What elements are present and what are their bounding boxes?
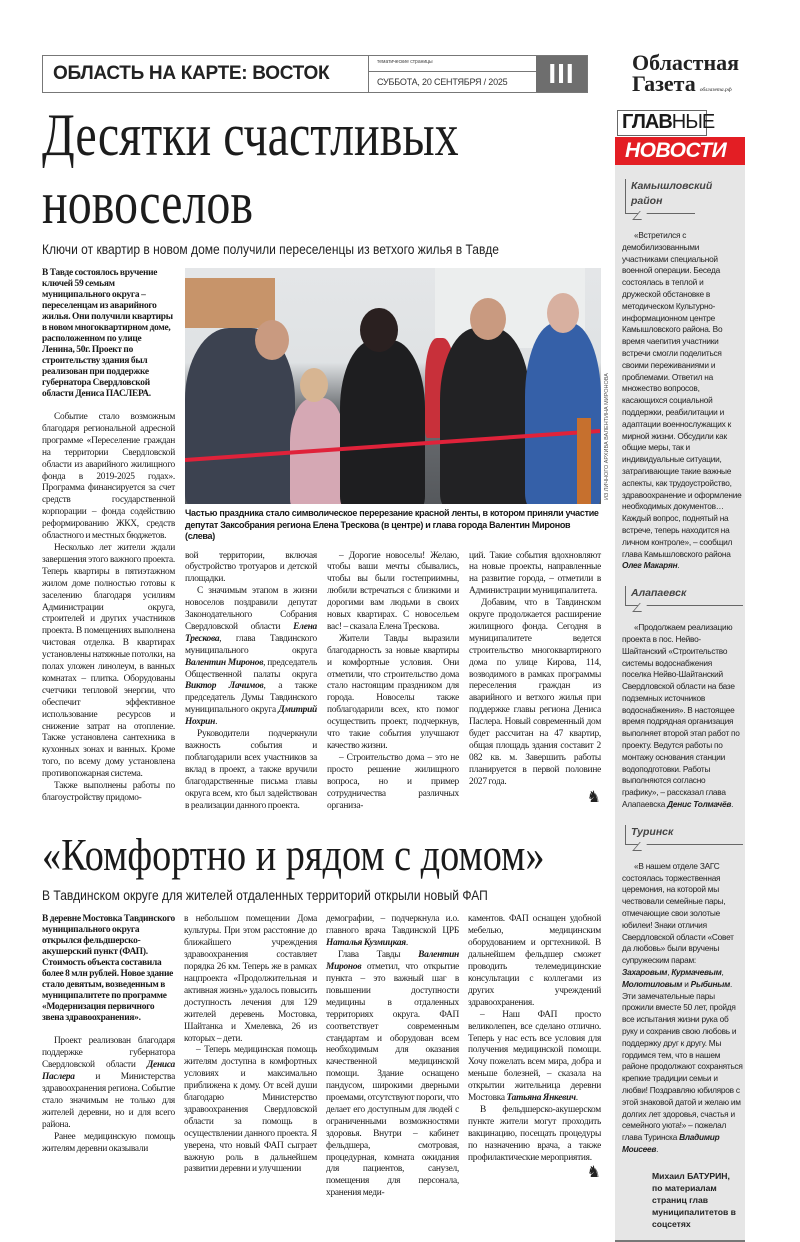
person-name: Захаровым [622, 967, 668, 978]
photo-building [185, 278, 275, 328]
photo-person-head [255, 320, 289, 360]
paragraph: – Строительство дома – это не просто решение жилищного вопроса, но и пример сотрудничества различных организа- [327, 752, 459, 811]
person-name: Наталья Кузмицкая [326, 938, 406, 949]
paragraph: «Встретился с демобилизованными участниками специальной военной операции. Беседа состоялась в теплой и дружеской обстановке в методическом Культурно-информационном центре Камышловского района. Во время чаепития участники встречи смогли поделиться своими переживаниями и проблемами. Ответил на множество вопросов, касающихся социальной поддержки, реабилитации и адаптации военнослужащих к мирной жизни. Обсудили как общие меры, так и индивидуальные ситуации, затрагивающие такие важные аспекты, как трудоустройство, здравоохранение и оформление необходимых документов… Каждый вопрос, поднятый на встрече, теперь находится на личном контроле», – сообщил глава Камышловского района Олег Макарян. [622, 230, 742, 571]
person-name: Валентин Миронов [326, 950, 459, 973]
photo-credit: ИЗ ЛИЧНОГО АРХИВА ВАЛЕНТИНА МИРОНОВА [604, 373, 610, 500]
article2-column-2 [184, 914, 317, 1200]
paragraph: Руководители подчеркнули важность события и поблагодарили всех участников за вклад в проект, а также вручили благодарственные письма главы округа всем, кто был задействован в реализации данного проекта. [185, 729, 317, 811]
ribbon-cutting-photo [185, 268, 601, 504]
article1-body [42, 268, 610, 812]
region-news-text [622, 230, 743, 572]
title-light: НЫЕ [671, 111, 715, 133]
person-name: Курмачевым [671, 967, 722, 978]
pages-label: тематические страницы [369, 56, 536, 72]
paragraph: «В нашем отделе ЗАГС состоялась торжественная церемония, на которой мы чествовали семейные пары, отмечающие свои золотые юбилеи! Знаки отличия Свердловской области «Совет да любовь» были вручены супружеским парам: Захаровым, Курмачевым, Молотиловым и Рыбиным. Эти замечательные пары прожили вместе 50 лет, пройдя все испытания жизни рука об руку и сохранив свою любовь и поддержку друг к другу. Мы гордимся тем, что в нашем районе продолжают сохраняться крепкие традиции семьи и любви! Поздравляю юбиляров с этой знаковой датой и желаю им долгих лет здоровья, счастья и семейного уюта!» – пожелал глава Туринска Владимир Моисеев. [622, 860, 743, 1154]
paragraph: «Продолжаем реализацию проекта в пос. Нейво-Шайтанский «Строительство системы водоснабжения поселка Нейво-Шайтанский Свердловской области на базе подземных источников водоснабжения». В настоящее время подрядная организация выполняет второй этап работ по проекту. Ведутся работы по монтажу основания станции водоподготовки. Работы выполняются согласно графику», – рассказал глава Алапаевска Денис Толмачёв. [622, 622, 740, 810]
newspaper-logo [632, 52, 739, 101]
emblem-icon: ♞ [586, 788, 601, 806]
main-content [42, 102, 610, 1200]
article1-column-2 [185, 551, 317, 813]
news-sidebar [615, 110, 745, 1242]
logo-site: облгазета.рф [699, 87, 732, 93]
photo-post [577, 418, 591, 504]
paragraph: Жители Тавды выразили благодарность за новые квартиры и комфортные условия. Они отметили, что строительство дома стало настоящим праздником для города. Новоселы также поблагодарили всех, кто помог осуществить проект, подчеркнув, что такие события улучшают качество жизни. [327, 633, 459, 751]
article2-column-4 [468, 914, 601, 1164]
paragraph: Проект реализован благодаря поддержке губернатора Свердловской области Дениса Паслера и Министерства здравоохранения региона. Событие стало значимым не только для жителей деревни, но и для всего района. [42, 1036, 175, 1130]
paragraph: каментов. ФАП оснащен удобной мебелью, медицинским оборудованием и оргтехникой. В дальнейшем фельдшер сможет проводить телемедицинские консультации с коллегами из других учреждений здравоохранения. [468, 914, 601, 1008]
person-name: Владимир Моисеев [622, 1132, 720, 1154]
paragraph: Добавим, что в Тавдинском округе продолжается расширение жилищного фонда. Сегодня в муниципалитете ведется строительство многоквартирного дома по улице Кирова, 114, возводимого в рамках программы переселения граждан из аварийного и ветхого жилья при поддержке главы региона Дениса Паслера. Новый современный дом будет рассчитан на 47 квартир, общая площадь здания составит 2 082 кв. м. Завершить работы планируется в первой половине 2027 года. [469, 598, 601, 787]
article2-body [42, 914, 602, 1200]
article2-column-3 [326, 914, 459, 1200]
title-line1: Десятки счастливых [42, 102, 459, 168]
article1-column-4 [469, 551, 601, 789]
paragraph: Ранее медицинскую помощь жителям деревни оказывали [42, 1131, 175, 1154]
paragraph: – Наш ФАП просто великолепен, все сделано отлично. Теперь у нас есть все условия для получения медицинской помощи. Хочу пожелать всем мира, добра и меньше болезней, – сказала на открытии жительница деревни Мостовка Татьяна Янкевич. [468, 1009, 601, 1104]
logo-line2: Газета [632, 71, 696, 96]
issue-date: СУББОТА, 20 СЕНТЯБРЯ / 2025 [377, 77, 508, 87]
sidebar-banner: НОВОСТИ [615, 137, 745, 165]
photo-person-head [470, 298, 506, 340]
paragraph: С значимым этапом в жизни новоселов поздравили депутат Законодательного Собрания Свердловской области Елена Трескова, глава Тавдинского муниципального округа Валентин Миронов, председатель Общественной палаты округа Виктор Лачимов, а также председатель Думы Тавдинского муниципального округа Дмитрий Нохрин. [185, 586, 318, 728]
paragraph: вой территории, включая обустройство тротуаров и детской площадки. [185, 550, 317, 585]
article2-subtitle: В Тавдинском округе для жителей отдаленных территорий открыли новый ФАП [42, 887, 488, 904]
paragraph: – Теперь медицинская помощь жителям доступна в комфортных условиях и максимально приближена к дому. От всей души благодарю Министерство здравоохранения Свердловской области за помощь в осуществлении данного проекта. Я уверена, что новый ФАП сыграет важную роль в дальнейшем развитии деревни и улучшении [184, 1045, 317, 1175]
person-name: Татьяна Янкевич [506, 1093, 576, 1104]
article1-title [42, 104, 490, 234]
person-name: Виктор Лачимов [185, 681, 264, 692]
article2-title: «Комфортно и рядом с домом» [42, 830, 545, 881]
paragraph: в небольшом помещении Дома культуры. При этом расстояние до ближайшего учреждения здравоохранения составляет порядка 26 км. Теперь же в рамках нацпроекта «Продолжительная и активная жизнь» удалось повысить доступность лечения для 129 жителей деревень Мостовка, Шайтанка и Хмелевка, 26 из которых – дети. [184, 914, 317, 1044]
person-name: Рыбиным [690, 978, 730, 989]
photo-person-head [300, 368, 328, 402]
photo-caption: Частью праздника стало символическое перерезание красной ленты, в котором приняли участие депутат Заксобрания региона Елена Трескова (в центре) и глава города Валентин Миронов (слева) [185, 508, 599, 541]
article1-column-3 [327, 551, 459, 813]
paragraph: В фельдшерско-акушерском пункте жители могут проходить вакцинацию, посещать процедуры по назначению врача, а также профилактические мероприятия. [468, 1104, 601, 1163]
sidebar-body [615, 165, 745, 1240]
photo-person [440, 328, 530, 504]
person-name: Дениса Паслера [42, 1060, 175, 1083]
person-name: Дмитрий Нохрин [185, 705, 317, 728]
lead-paragraph: В деревне Мостовка Тавдинского муниципального округа открылся фельдшерско-акушерский пункт (ФАП). Стоимость объекта составила более 8 млн рублей. Новое здание стало девятым, возведенным в муниципалитете по программе «Модернизация первичного звена здравоохранения». [42, 914, 175, 1024]
logo-line1: Областная [632, 50, 740, 75]
photo-person [340, 340, 425, 504]
author-signature: Михаил БАТУРИН, по материалам страниц глав муниципалитетов в соцсетях [652, 1170, 736, 1229]
person-name: Валентин Миронов [185, 657, 264, 668]
region-heading: Туринск [625, 825, 743, 845]
region-news-text [622, 861, 743, 1156]
article1-subtitle: Ключи от квартир в новом доме получили переселенцы из ветхого жилья в Тавде [42, 241, 499, 257]
title-bold: ГЛАВ [622, 111, 672, 133]
article1-column-1 [42, 268, 175, 805]
section-title: ОБЛАСТЬ НА КАРТЕ: ВОСТОК [43, 56, 369, 92]
person-name: Денис Толмачёв [667, 799, 732, 810]
photo-person-head [360, 308, 398, 352]
person-name: Елена Трескова [185, 621, 317, 644]
article2-column-1 [42, 914, 175, 1200]
paragraph: Глава Тавды Валентин Миронов отметил, что открытие пункта – это важный шаг в повышении доступности медицины в отдаленных территориях округа. ФАП соответствует современным стандартам и оборудован всем необходимым для оказания качественной медицинской помощи. Здание оснащено пандусом, широкими дверными проемами, отсутствуют пороги, что делает его доступным для людей с ограниченными возможностями здоровья. Внутри – кабинет фельдшера, смотровая, процедурная, комната ожидания для пациентов, санузел, помещения для персонала, хранения меди- [326, 950, 459, 1199]
region-heading: Алапаевск [625, 586, 743, 606]
photo-person-head [547, 293, 579, 333]
lead-paragraph: В Тавде состоялось вручение ключей 59 семьям муниципального округа – переселенцам из аварийного жилья. Они получили квартиры в новом многоквартирном доме, расположенном по улице Ленина, 50г. Проект по строительству здания был реализован при поддержке губернатора Свердловской области Дениса ПАСЛЕРА. [42, 268, 173, 399]
paragraph: Несколько лет жители ждали завершения этого важного проекта. Теперь квартиры в пятиэтажном жилом доме полностью готовы к заселению благодаря усилиям Администрации округа, строителей и других участников проекта. В помещениях выполнена чистовая отделка. В квартирах установлены натяжные потолки, на полах уложен линолеум, в ванных комнатах – плитка. Оборудованы счетчики тепловой энергии, что обеспечит эффективное использование ресурсов и снижение затрат на отопление. Также установлена сантехника в кухонных зонах и ванных. Кроме того, по всему дому установлена противопожарная система. [42, 542, 175, 780]
paragraph: ций. Такие события вдохновляют на новые проекты, направленные на развитие города, – отметили в Администрации муниципалитета. [469, 550, 601, 597]
paragraph: Также выполнены работы по благоустройству придомо- [42, 781, 175, 803]
region-news-text [622, 622, 743, 811]
title-line2: новоселов [42, 170, 254, 236]
emblem-icon: ♞ [586, 1164, 601, 1182]
paragraph: демографии, – подчеркнула и.о. главного врача Тавдинской ЦРБ Наталья Кузмицкая. [326, 914, 459, 949]
sidebar-bottom-rule [615, 1240, 745, 1242]
sidebar-title [617, 110, 715, 136]
paragraph: Событие стало возможным благодаря региональной адресной программе «Переселение граждан на территории Свердловской области из аварийного жилищного фонда в 2019-2025 годах». Программа финансируется за счет средств государственной корпорации – фонда содействию реформированию ЖКХ, средств областного и местных бюджетов. [42, 412, 175, 542]
page-number: III [536, 56, 587, 92]
section-header [42, 55, 588, 93]
paragraph: – Дорогие новоселы! Желаю, чтобы ваши мечты сбывались, чтобы вы были гостеприимны, любили встречаться с близкими и дорогими вам людьми в своих новых квартирах. С новосельем вас! – сказала Елена Трескова. [327, 550, 459, 632]
person-name: Олег Макарян [622, 560, 678, 571]
region-heading: Камышловский район [625, 179, 695, 214]
person-name: Молотиловым [622, 978, 683, 989]
